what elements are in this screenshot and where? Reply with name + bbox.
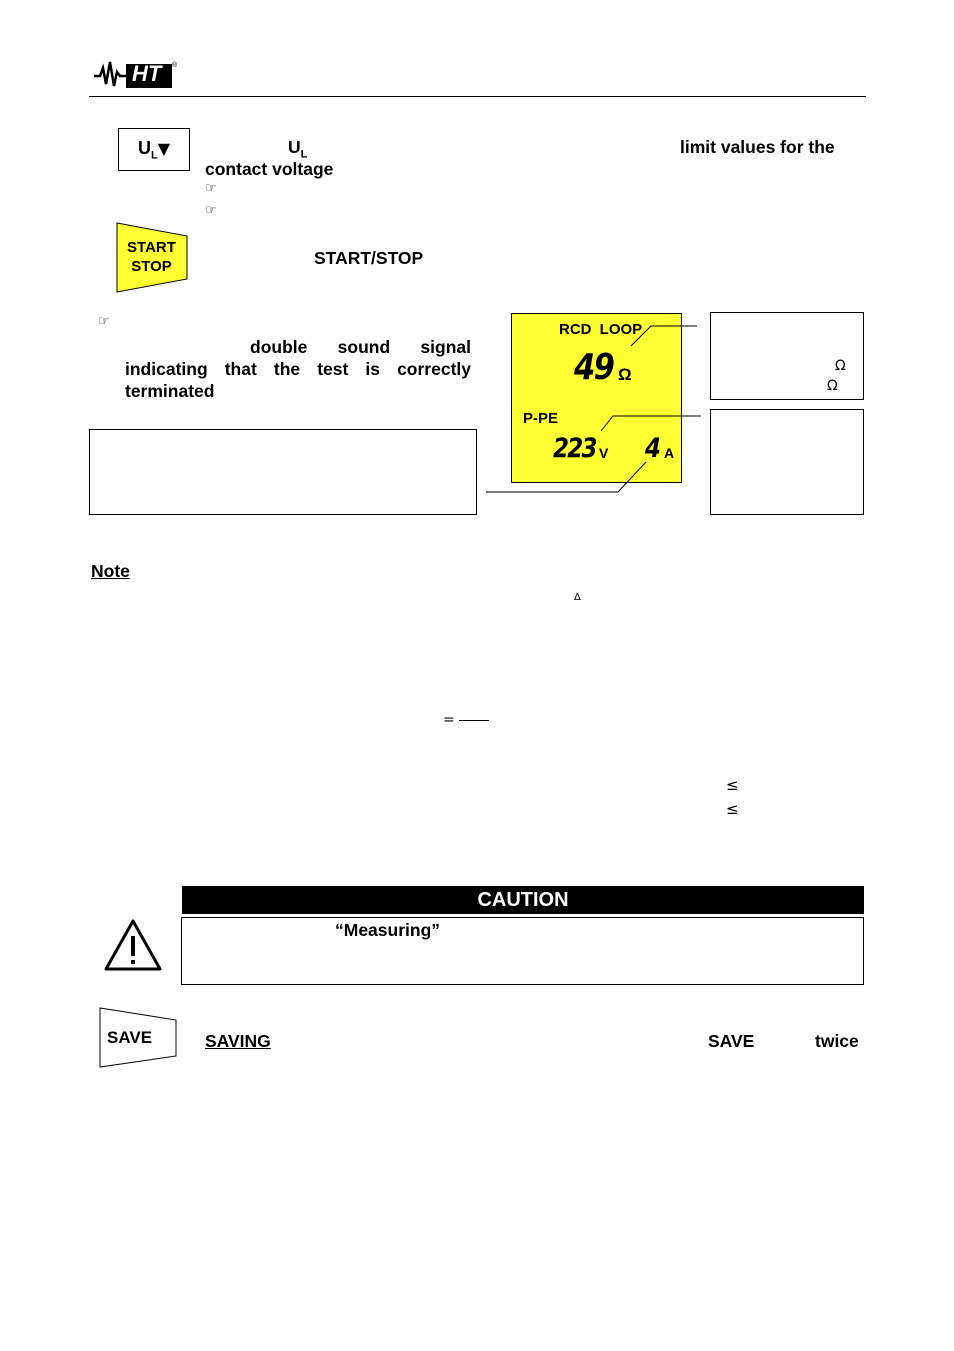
pointing-hand-icon: ☞ bbox=[205, 203, 217, 218]
ul-key-label: $U_L▼$ bbox=[137, 137, 171, 162]
lcd-resistance-unit: Ω bbox=[618, 365, 632, 384]
note-title: Note bbox=[91, 561, 130, 581]
pointing-hand-icon: ☞ bbox=[98, 314, 110, 329]
lcd-resistance-value: 49 bbox=[574, 347, 614, 388]
logo-text: HT bbox=[132, 61, 162, 86]
twice-text: twice bbox=[815, 1031, 859, 1051]
pointing-hand-icon: ☞ bbox=[205, 181, 217, 196]
result-text-line-2: indicating that the test is correctly bbox=[125, 359, 471, 379]
leq-symbol: ≤ bbox=[726, 776, 739, 794]
formula-equals: = bbox=[443, 712, 455, 728]
lcd-mode-label: RCD LOOP bbox=[559, 321, 643, 338]
leq-symbol: ≤ bbox=[726, 800, 739, 818]
logo-registered-mark: ® bbox=[172, 62, 178, 69]
caution-header: CAUTION bbox=[182, 886, 864, 914]
save-key-button[interactable] bbox=[99, 1007, 178, 1069]
caution-box bbox=[181, 917, 864, 985]
contact-voltage-text: contact voltage bbox=[205, 159, 334, 179]
limit-values-text: limit values for the bbox=[680, 137, 835, 157]
result-text-line-1: double sound signal bbox=[250, 337, 471, 357]
lcd-voltage-value: 223 bbox=[553, 433, 596, 464]
comment-box-right-bottom bbox=[710, 409, 864, 515]
warning-triangle-icon bbox=[103, 918, 163, 977]
comment-box-right-top bbox=[710, 312, 864, 400]
lcd-current-value: 4 bbox=[645, 433, 660, 464]
formula-fraction-bar bbox=[459, 720, 489, 721]
save-key-label: SAVE bbox=[107, 1028, 153, 1047]
lcd-current-unit: A bbox=[664, 445, 675, 461]
start-stop-key-label: START STOP bbox=[127, 239, 176, 275]
ohm-symbol: Ω bbox=[827, 378, 838, 394]
lcd-phase-label: P-PE bbox=[523, 410, 559, 427]
start-stop-text: START/STOP bbox=[314, 248, 424, 268]
result-text-line-3: terminated bbox=[125, 381, 215, 401]
save-inline-label: SAVE bbox=[708, 1031, 755, 1051]
ul-inline-label: $U_L$ bbox=[288, 137, 308, 161]
lcd-voltage-unit: V bbox=[599, 445, 609, 461]
saving-title: SAVING bbox=[205, 1031, 271, 1051]
ohm-symbol: Ω bbox=[835, 358, 846, 374]
delta-symbol: Δ bbox=[574, 592, 581, 603]
measuring-text: “Measuring” bbox=[335, 920, 441, 940]
